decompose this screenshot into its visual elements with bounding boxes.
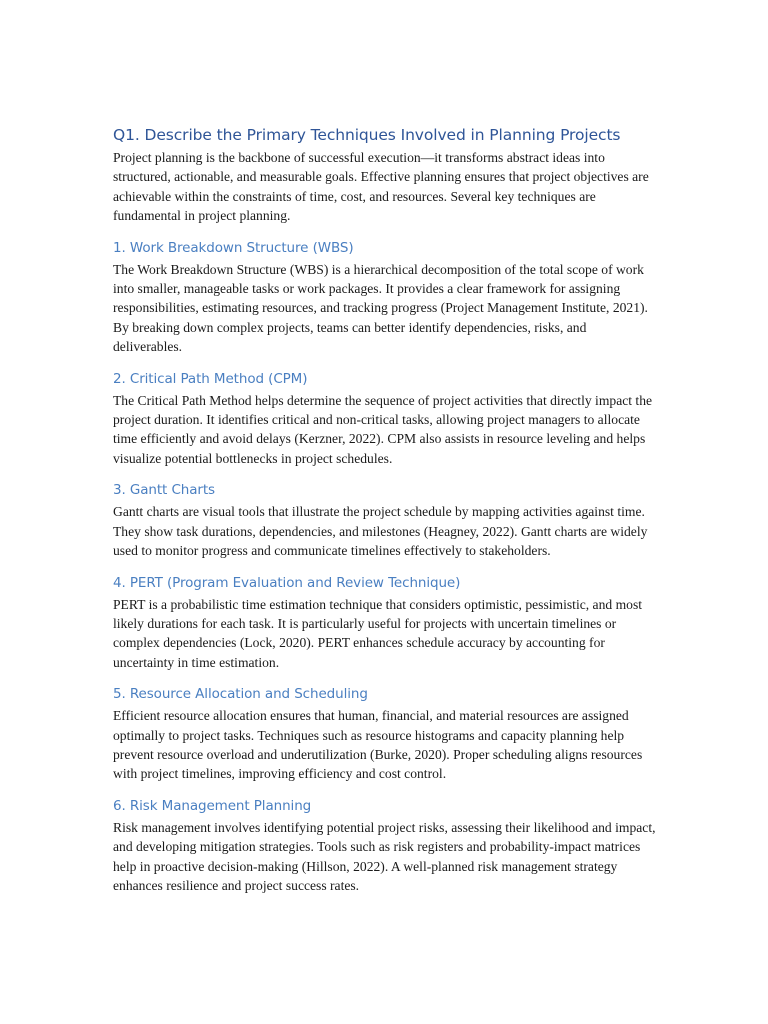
section-heading: 3. Gantt Charts <box>113 482 215 499</box>
section-body: PERT is a probabilistic time estimation technique that considers optimistic, pessimistic, and most likely durations for each task. It is particularly useful for projects with uncertain timelines or complex dependencies (Lock, 2020). PERT enhances schedule accuracy by accounting for uncertainty in time estimation. <box>113 596 643 670</box>
document-content <box>113 125 658 895</box>
section-pert <box>113 574 658 673</box>
section-gantt <box>113 481 658 560</box>
section-heading: 6. Risk Management Planning <box>113 797 312 814</box>
section-body: The Work Breakdown Structure (WBS) is a hierarchical decomposition of the total scope of work into smaller, manageable tasks or work packages. It provides a clear framework for assigning responsibilities, estimating resources, and tracking progress (Project Management Institute, 2021). By breaking down complex projects, teams can better identify dependencies, risks, and deliverables. <box>113 261 648 355</box>
section-body: Risk management involves identifying potential project risks, assessing their likelihood and impact, and developing mitigation strategies. Tools such as risk registers and probability-impact matrices help in proactive decision-making (Hillson, 2022). A well-planned risk management strategy enhances resilience and project success rates. <box>113 819 656 893</box>
section-heading: 5. Resource Allocation and Scheduling <box>113 686 368 703</box>
section-wbs <box>113 239 658 357</box>
section-resource-allocation <box>113 685 658 784</box>
section-body: Gantt charts are visual tools that illustrate the project schedule by mapping activities against time. They show task durations, dependencies, and milestones (Heagney, 2022). Gantt charts are widely used to monitor progress and communicate timelines effectively to stakeholders. <box>113 504 648 559</box>
question-title: Q1. Describe the Primary Techniques Involved in Planning Projects <box>113 126 621 144</box>
section-body: Efficient resource allocation ensures that human, financial, and material resources are assigned optimally to project tasks. Techniques such as resource histograms and capacity planning help prevent resource overload and underutilization (Burke, 2020). Proper scheduling aligns resources with project timelines, improving efficiency and cost control. <box>113 708 643 782</box>
section-cpm <box>113 370 658 469</box>
section-heading: 2. Critical Path Method (CPM) <box>113 370 308 387</box>
intro-paragraph: Project planning is the backbone of successful execution—it transforms abstract ideas into structured, actionable, and measurable goals. Effective planning ensures that project objectives are achievable within the constraints of time, cost, and resources. Several key techniques are fundamental in project planning. <box>113 150 649 224</box>
section-heading: 4. PERT (Program Evaluation and Review Technique) <box>113 574 461 591</box>
section-risk-management <box>113 797 658 896</box>
section-body: The Critical Path Method helps determine the sequence of project activities that directly impact the project duration. It identifies critical and non-critical tasks, allowing project managers to allocate time efficiently and avoid delays (Kerzner, 2022). CPM also assists in resource leveling and helps visualize potential bottlenecks in project schedules. <box>113 392 653 466</box>
section-heading: 1. Work Breakdown Structure (WBS) <box>113 239 354 256</box>
